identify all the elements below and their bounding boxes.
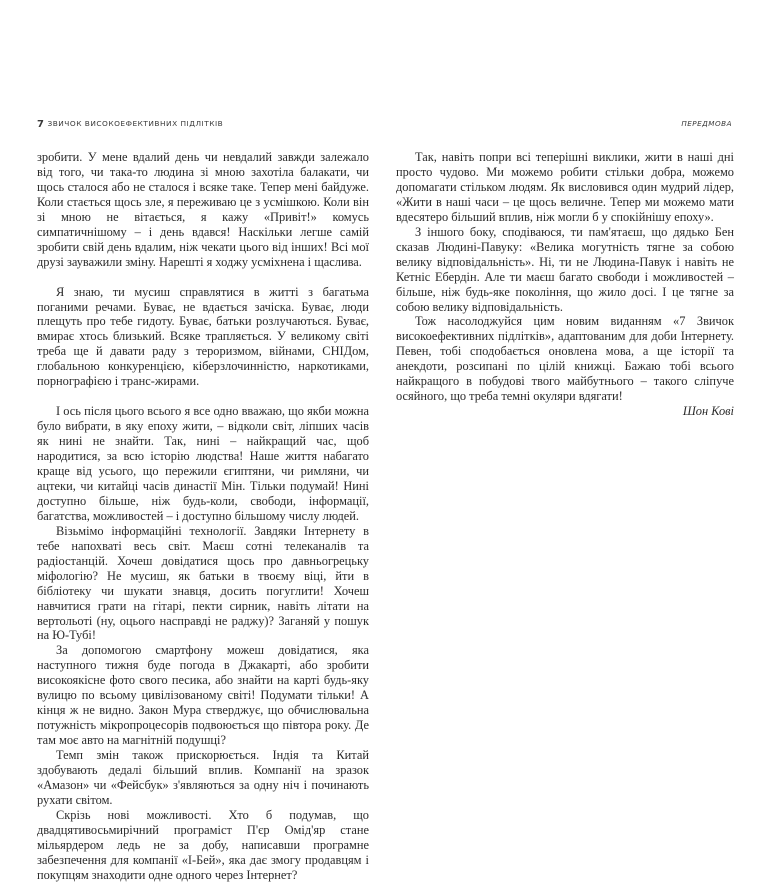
running-head-book-title <box>37 119 223 130</box>
running-head-chapter-title: ПЕРЕДМОВА <box>681 119 732 128</box>
paragraph: Так, навіть попри всі теперішні виклики, жити в наші дні просто чудово. Ми можемо робити стільки добра, можемо допомагати стільком людям. Як висловився один мудрий лідер, «Жити в наші часи – це щось величне. Тепер ми можемо мати вдесятеро більший вплив, ніж могли б у спокійнішу епоху». <box>396 150 734 224</box>
right-page-body <box>396 150 734 419</box>
book-title-text: ЗВИЧОК ВИСОКОЕФЕКТИВНИХ ПІДЛІТКІВ <box>47 119 224 128</box>
paragraph: Тож насолоджуйся цим новим виданням «7 Звичок високоефективних підлітків», адаптованим для доби Інтернету. Певен, тобі сподобається оновлена мова, а ще історії та анекдоти, розсипані по цілій книжці. Бажаю тобі всього найкращого в побудові твого майбутнього – такого сліпуче осяйного, що треба темні окуляри вдягати! <box>396 314 734 404</box>
paragraph: зробити. У мене вдалий день чи невдалий завжди залежало від того, чи така-то людина зі мною захотіла балакати, чи щось сталося або не сталося і всяке таке. Тепер мені байдуже. Коли стається щось зле, я переживаю це з усмішкою. Коли він зі мною не вітається, я кажу «Привіт!» комусь симпатичнішому – і день вдався! Наскільки легше самій зробити свій день вдалим, ніж чекати цього від інших! Всі мої друзі зауважили зміну. Нарешті я ходжу усміхнена і щаслива. <box>37 150 369 269</box>
paragraph: Темп змін також прискорюється. Індія та Китай здобувають дедалі більший вплив. Компанії на зразок «Амазон» чи «Фейсбук» з'являються за одну ніч і починають рухати світом. <box>37 748 369 807</box>
paragraph: Скрізь нові можливості. Хто б подумав, що двадцятивосьмирічний програміст П'єр Омід'яр стане мільярдером ледь не за добу, написавши програмне забезпечення для компанії «І-Бей», яка дає змогу продавцям і покупцям знаходити одне одного через Інтернет? <box>37 807 369 882</box>
left-page-body <box>37 150 369 883</box>
paragraph: За допомогою смартфону можеш довідатися, яка наступного тижня буде погода в Джакарті, або зробити високоякісне фото свого песика, або знайти на карті будь-яку вулицю по всьому цивілізованому світі! Подумати тільки! А кінця ж не видно. Закон Мура стверджує, що обчислювальна потужність мікропроцесорів подвоюється що півтора року. Де там моє авто на магнітній подушці? <box>37 643 369 748</box>
paragraph: І ось після цього всього я все одно вважаю, що якби можна було вибрати, в яку епоху жити, – відколи світ, ліпших часів як нині не знайти. Так, нині – найкращий час, щоб народитися, за всю історію людства! Наше життя набагато краще від усього, що пережили єгиптяни, чи римляни, чи ацтеки, чи китайці часів династії Мін. Тільки подумай! Нині доступно більше, ніж будь-коли, свободи, інформації, багатства, можливостей – і доступно більшому числу людей. <box>37 404 369 523</box>
author-signature: Шон Кові <box>682 404 734 419</box>
paragraph: Візьмімо інформаційні технології. Завдяки Інтернету в тебе напохваті весь світ. Маєш сотні телеканалів та радіостанцій. Хочеш довідатися щось про давньогрецьку міфологію? Не мусиш, як батьки в твоєму віці, йти в бібліотеку чи шукати знавця, досить погуглити! Хочеш навчитися грати на гітарі, пекти сирник, навіть літати на вертольоті (ну, оцього насправді не раджу)? Заганяй у пошук на Ю-Тубі! <box>37 523 369 643</box>
paragraph: З іншого боку, сподіваюся, ти пам'ятаєш, що дядько Бен сказав Людині-Павуку: «Велика могутність тягне за собою велику відповідальність». Ні, ти не Людина-Павук і навіть не Кетніс Ебердін. Але ти маєш багато свободи і можливостей – більше, ніж будь-яке покоління, що жило досі. І це тягне за собою велику відповідальність. <box>396 224 734 314</box>
book-title-number: 7 <box>37 119 45 130</box>
paragraph: Я знаю, ти мусиш справлятися в житті з багатьма поганими речами. Буває, не вдається зачіска. Буває, люди плещуть про тебе гидоту. Буває, батьки розлучаються. Буває, вмирає хтось близький. Всяке трапляється. У великому світі треба ще й давати раду з тероризмом, війнами, СНІДом, глобальною конкуренцією, кіберзлочинністю, наркотиками, порнографією і транс-жирами. <box>37 284 369 389</box>
